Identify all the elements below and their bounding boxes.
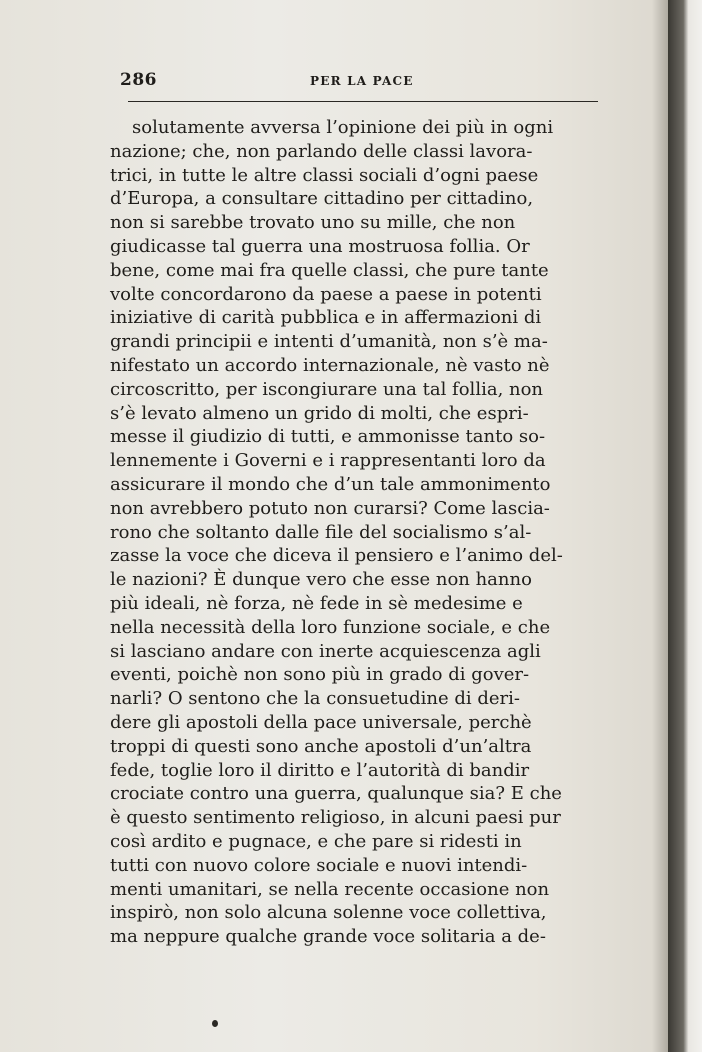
running-head [120, 70, 600, 94]
text-line: s’è levato almeno un grido di molti, che espri- [110, 402, 529, 424]
text-line: nella necessità della loro funzione sociale, e che [110, 616, 551, 638]
text-line: bene, come mai fra quelle classi, che pure tante [110, 259, 549, 281]
text-line: volte concordarono da paese a paese in potenti [110, 283, 542, 305]
text-line: narli? O sentono che la consuetudine di deri- [110, 688, 520, 710]
body-text [110, 116, 626, 949]
text-line: nazione; che, non parlando delle classi lavora- [110, 140, 533, 162]
text-line: nifestato un accordo internazionale, nè vasto nè [110, 354, 550, 376]
text-line: rono che soltanto dalle file del socialismo s’al- [110, 521, 532, 543]
page-gutter-shadow [652, 0, 668, 1052]
ink-dot [212, 1020, 218, 1027]
text-line: le nazioni? È dunque vero che esse non hanno [110, 569, 532, 591]
text-line: non si sarebbe trovato uno su mille, che non [110, 212, 516, 234]
text-line: giudicasse tal guerra una mostruosa follia. Or [110, 235, 530, 257]
running-title: PER LA PACE [310, 74, 414, 88]
text-line: lennemente i Governi e i rappresentanti loro da [110, 450, 546, 472]
text-line: si lasciano andare con inerte acquiescenza agli [110, 640, 541, 662]
header-rule [128, 101, 598, 102]
text-line: dere gli apostoli della pace universale, perchè [110, 711, 532, 733]
text-line: eventi, poichè non sono più in grado di gover- [110, 664, 530, 686]
text-line: circoscritto, per iscongiurare una tal follia, non [110, 378, 544, 400]
text-line: trici, in tutte le altre classi sociali d’ogni paese [110, 164, 539, 186]
text-line: tutti con nuovo colore sociale e nuovi intendi- [110, 854, 528, 876]
text-line: più ideali, nè forza, nè fede in sè medesime e [110, 592, 523, 614]
text-line: è questo sentimento religioso, in alcuni paesi pur [110, 807, 561, 829]
text-line: fede, toglie loro il diritto e l’autorità di bandir [110, 759, 530, 781]
text-line: d’Europa, a consultare cittadino per cittadino, [110, 188, 534, 210]
text-line: troppi di questi sono anche apostoli d’un’altra [110, 735, 532, 757]
text-line: iniziative di carità pubblica e in affermazioni di [110, 307, 542, 329]
text-line: assicurare il mondo che d’un tale ammonimento [110, 473, 551, 495]
text-line: così ardito e pugnace, e che pare si ridesti in [110, 830, 522, 852]
text-line: non avrebbero potuto non curarsi? Come lascia- [110, 497, 550, 519]
book-edge [668, 0, 702, 1052]
text-line: zasse la voce che diceva il pensiero e l’animo del- [110, 545, 563, 567]
text-line: menti umanitari, se nella recente occasione non [110, 878, 550, 900]
text-line: inspirò, non solo alcuna solenne voce collettiva, [110, 902, 547, 924]
text-line: crociate contro una guerra, qualunque sia? E che [110, 783, 562, 805]
text-line: messe il giudizio di tutti, e ammonisse tanto so- [110, 426, 546, 448]
page-number: 286 [120, 70, 157, 90]
text-line: ma neppure qualche grande voce solitaria a de- [110, 926, 546, 948]
text-line: grandi principii e intenti d’umanità, non s’è ma- [110, 331, 548, 353]
text-line: solutamente avversa l’opinione dei più in ogni [132, 117, 554, 138]
